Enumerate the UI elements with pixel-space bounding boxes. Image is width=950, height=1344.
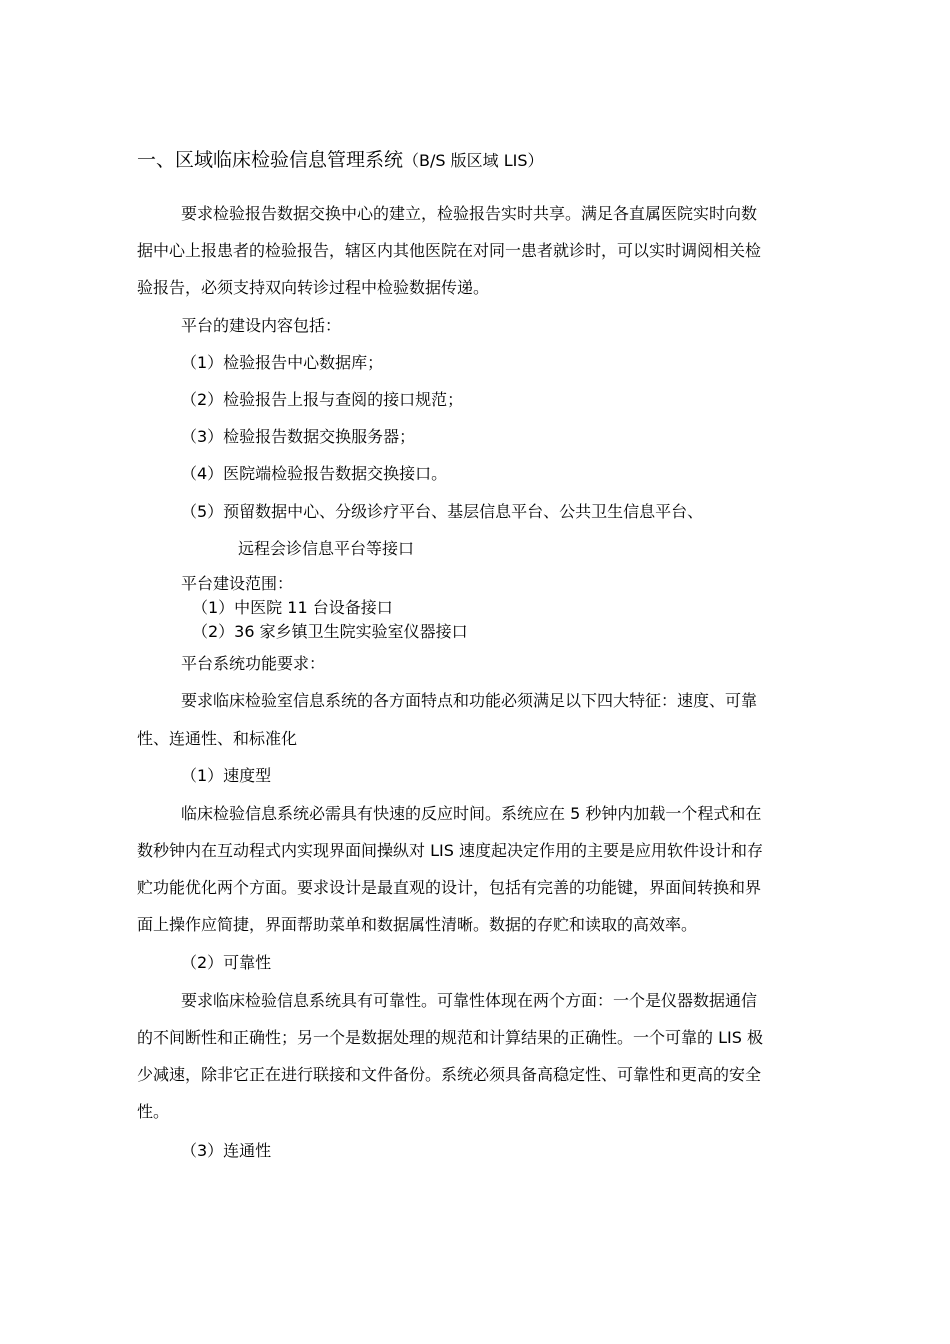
content-item: （1）检验报告中心数据库；	[181, 353, 384, 372]
function-intro-line: 要求临床检验室信息系统的各方面特点和功能必须满足以下四大特征：速度、可靠	[181, 691, 758, 710]
content-heading: 平台的建设内容包括：	[181, 316, 342, 335]
content-item: （2）检验报告上报与查阅的接口规范；	[181, 390, 464, 409]
reliability-text-line: 少减速，除非它正在进行联接和文件备份。系统必须具备高稳定性、可靠性和更高的安全	[137, 1065, 762, 1084]
speed-text-line: 数秒钟内在互动程式内实现界面间操纵对 LIS 速度起决定作用的主要是应用软件设计和存	[137, 841, 763, 860]
section-title-sub: （B/S 版区域 LIS）	[403, 151, 544, 170]
section-title-main: 一、区域临床检验信息管理系统	[137, 149, 404, 171]
content-item-continued: 远程会诊信息平台等接口	[238, 539, 415, 558]
reliability-text-line: 的不间断性和正确性；另一个是数据处理的规范和计算结果的正确性。一个可靠的 LIS 极	[137, 1028, 763, 1047]
function-heading: 平台系统功能要求：	[181, 654, 326, 673]
reliability-text-line: 性。	[137, 1102, 170, 1121]
scope-item: （1）中医院 11 台设备接口	[192, 598, 393, 617]
reliability-heading: （2）可靠性	[181, 953, 272, 972]
speed-heading: （1）速度型	[181, 766, 272, 785]
speed-text-line: 面上操作应简捷，界面帮助菜单和数据属性清晰。数据的存贮和读取的高效率。	[137, 915, 698, 934]
reliability-text-line: 要求临床检验信息系统具有可靠性。可靠性体现在两个方面：一个是仪器数据通信	[181, 991, 758, 1010]
section-title	[137, 146, 544, 175]
speed-text-line: 贮功能优化两个方面。要求设计是最直观的设计，包括有完善的功能键，界面间转换和界	[137, 878, 762, 897]
speed-text-line: 临床检验信息系统必需具有快速的反应时间。系统应在 5 秒钟内加载一个程式和在	[181, 804, 762, 823]
function-intro-line: 性、连通性、和标准化	[137, 729, 298, 748]
scope-heading: 平台建设范围：	[181, 574, 294, 593]
content-item: （4）医院端检验报告数据交换接口。	[181, 464, 448, 483]
scope-item: （2）36 家乡镇卫生院实验室仪器接口	[192, 622, 468, 641]
content-item: （5）预留数据中心、分级诊疗平台、基层信息平台、公共卫生信息平台、	[181, 502, 704, 521]
intro-line: 据中心上报患者的检验报告，辖区内其他医院在对同一患者就诊时，可以实时调阅相关检	[137, 241, 762, 260]
intro-line: 验报告，必须支持双向转诊过程中检验数据传递。	[137, 278, 490, 297]
intro-line: 要求检验报告数据交换中心的建立，检验报告实时共享。满足各直属医院实时向数	[181, 204, 758, 223]
connectivity-heading: （3）连通性	[181, 1141, 272, 1160]
content-item: （3）检验报告数据交换服务器；	[181, 427, 416, 446]
